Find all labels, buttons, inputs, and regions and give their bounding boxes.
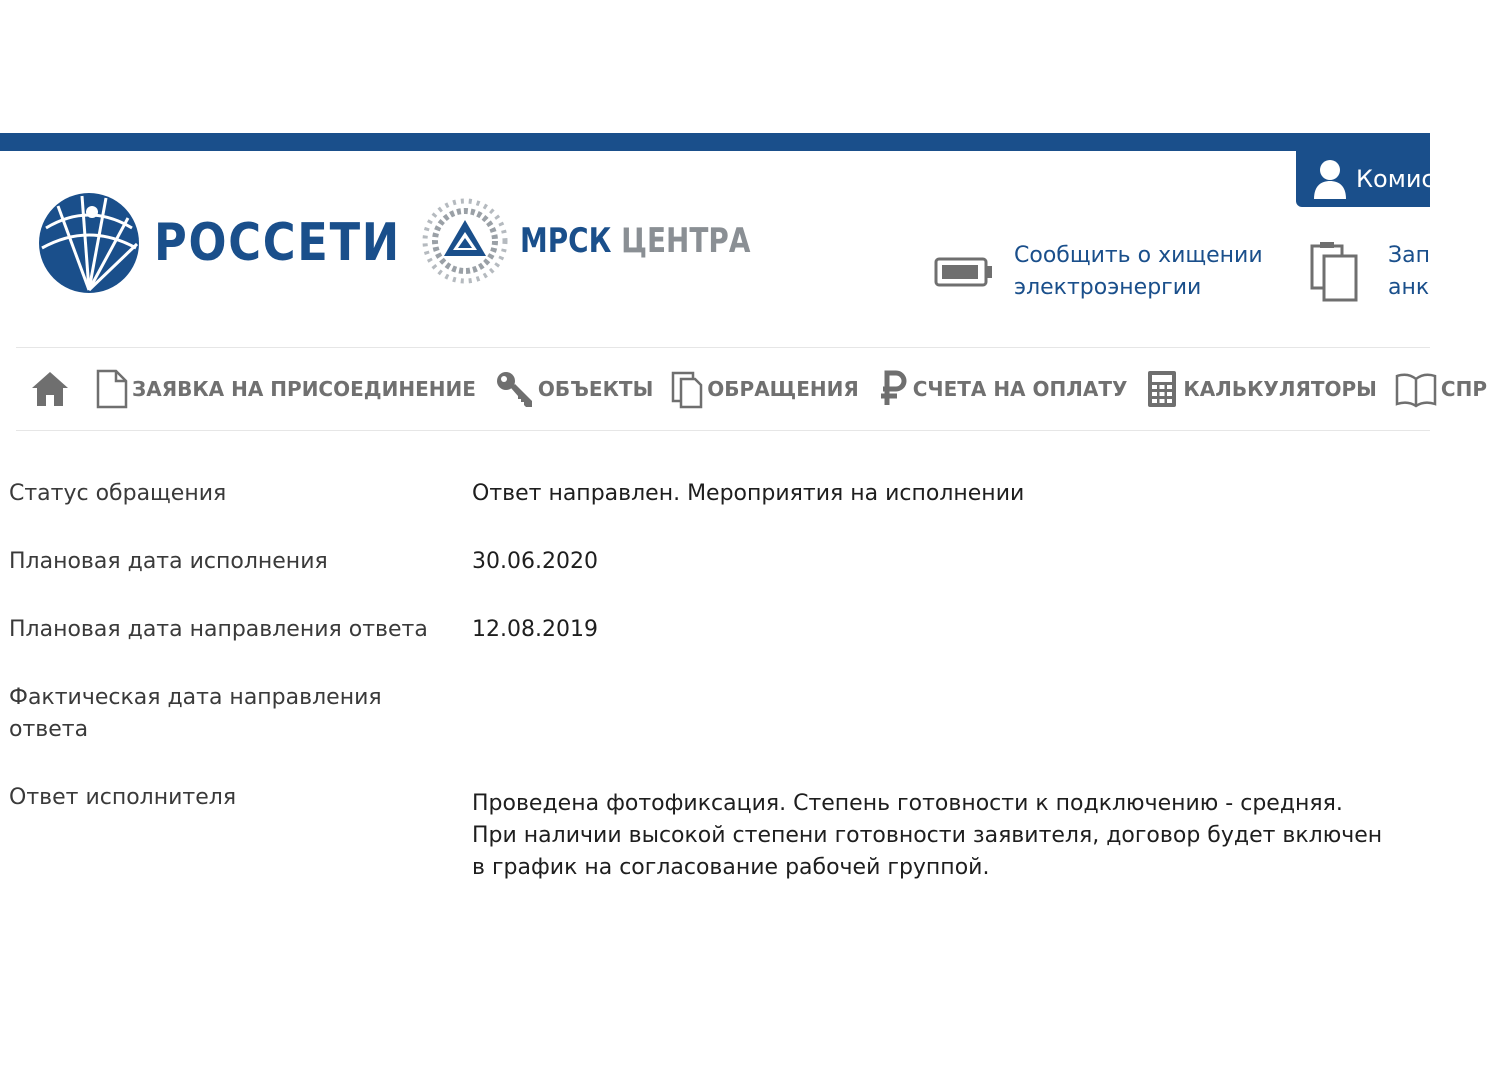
nav-invoices[interactable] <box>877 369 1128 409</box>
nav-objects-label: ОБЪЕКТЫ <box>537 377 654 401</box>
status-value: Ответ направлен. Мероприятия на исполнении <box>472 481 1025 506</box>
key-icon <box>494 369 534 409</box>
user-icon <box>1312 157 1348 201</box>
nav-home[interactable] <box>30 370 74 408</box>
mrsk-gear-emblem-icon <box>416 192 514 290</box>
nav-reference-label: СПР <box>1440 377 1487 401</box>
detail-row-actual-response <box>9 682 1429 782</box>
mrsk-main-text: МРСК <box>520 221 612 261</box>
mrsk-sub-text: ЦЕНТРА <box>621 221 751 261</box>
report-theft-link[interactable] <box>934 240 1263 304</box>
application-link[interactable] <box>1310 240 1430 304</box>
battery-icon <box>934 255 994 289</box>
mrsk-logo[interactable] <box>416 192 801 290</box>
executor-response-value: Проведена фотофиксация. Степень готовности к подключению - средняя. При наличии высокой степени готовности заявителя, договор будет включен в график на согласование рабочей группой. <box>472 791 1383 880</box>
report-theft-line2: электроэнергии <box>1014 275 1202 300</box>
rosseti-emblem-icon <box>38 192 140 294</box>
rosseti-logo[interactable] <box>38 192 441 294</box>
detail-row-planned-response <box>9 614 1429 682</box>
nav-appeals-label: ОБРАЩЕНИЯ <box>707 377 859 401</box>
planned-response-value: 12.08.2019 <box>472 617 598 642</box>
documents-icon <box>1310 242 1360 302</box>
top-brand-bar <box>0 133 1430 151</box>
detail-row-planned-execution <box>9 546 1429 614</box>
planned-response-label: Плановая дата направления ответа <box>9 617 428 642</box>
report-theft-line1: Сообщить о хищении <box>1014 243 1263 268</box>
copy-icon <box>671 369 703 409</box>
home-icon <box>30 370 70 408</box>
appeal-details <box>9 478 1429 884</box>
account-tab[interactable] <box>1296 151 1435 207</box>
mrsk-wordmark <box>520 221 750 261</box>
ruble-icon <box>877 369 909 409</box>
nav-connection-request-label: ЗАЯВКА НА ПРИСОЕДИНЕНИЕ <box>132 377 476 401</box>
nav-connection-request[interactable] <box>96 369 476 409</box>
detail-row-executor-response <box>9 782 1429 884</box>
planned-execution-label: Плановая дата исполнения <box>9 549 328 574</box>
actual-response-label: Фактическая дата направления ответа <box>9 685 382 742</box>
nav-appeals[interactable] <box>671 369 858 409</box>
detail-row-status <box>9 478 1429 546</box>
nav-reference[interactable] <box>1395 371 1487 407</box>
nav-objects[interactable] <box>494 369 653 409</box>
main-nav <box>16 347 1487 431</box>
executor-response-label: Ответ исполнителя <box>9 785 237 810</box>
nav-calculators-label: КАЛЬКУЛЯТОРЫ <box>1183 377 1377 401</box>
planned-execution-value: 30.06.2020 <box>472 549 598 574</box>
status-label: Статус обращения <box>9 481 227 506</box>
document-icon <box>96 369 128 409</box>
actual-response-value <box>472 682 1402 782</box>
book-icon <box>1395 371 1437 407</box>
application-line2: анк <box>1388 275 1430 300</box>
calculator-icon <box>1145 369 1179 409</box>
rosseti-wordmark: РОССЕТИ <box>154 213 401 273</box>
nav-calculators[interactable] <box>1145 369 1377 409</box>
application-line1: Зап <box>1388 243 1430 268</box>
account-label: Комис <box>1356 165 1435 193</box>
nav-invoices-label: СЧЕТА НА ОПЛАТУ <box>912 377 1128 401</box>
